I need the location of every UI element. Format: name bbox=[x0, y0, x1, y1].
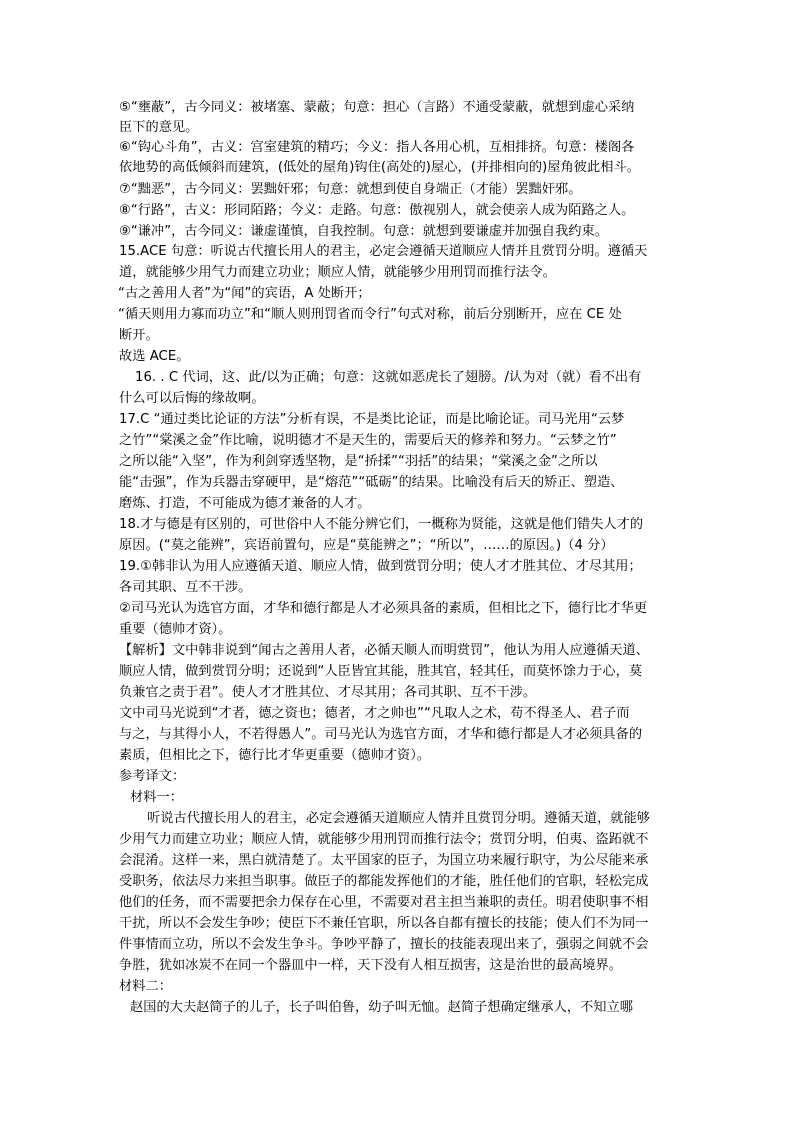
text-line: 磨炼、打造，不可能成为德才兼备的人才。 bbox=[119, 496, 371, 511]
text-line: 听说古代擅长用人的君主，必定会遵循天道顺应人情并且赏罚分明。遵循天道，就能够 bbox=[147, 811, 651, 826]
text-line: 之所以能“入坚”，作为利剑穿透坚物，是“挢揉”“羽括”的结果；“棠溪之金”之所以 bbox=[119, 454, 598, 469]
text-line: ⑤“壅蔽”，古今同义：被堵塞、蒙蔽；句意：担心（言路）不通受蒙蔽，就想到虚心采纳 bbox=[119, 100, 635, 115]
text-line: ⑨“谦冲”，古今同义：谦虚谨慎，自我控制。句意：就想到要谦虚并加强自我约束。 bbox=[119, 224, 608, 239]
text-line: 断开。 bbox=[119, 328, 159, 343]
text-line: 与之，与其得小人，不若得愚人”。司马光认为选官方面，才华和德行都是人才必须具备的 bbox=[119, 727, 643, 742]
text-line: 各司其职、互不干涉。 bbox=[119, 580, 252, 595]
text-line: 争胜，犹如冰炭不在同一个器皿中一样，天下没有人相互损害，这是治世的最高境界。 bbox=[119, 958, 623, 973]
text-line: 能“击强”，作为兵器击穿硬甲，是“熔范”“砥砺”的结果。比喻没有后天的矫正、塑造、 bbox=[119, 475, 624, 490]
text-line: “循天则用力寡而功立”和“顺人则刑罚省而令行”句式对称，前后分别断开，应在 CE 处 bbox=[118, 307, 622, 322]
text-line: 他们的任务，而不需要把余力保存在心里，不需要对君主担当兼职的责任。明君使职事不相 bbox=[119, 895, 649, 910]
text-line: 16. . C 代词，这、此/以为正确；句意：这就如恶虎长了翅膀。/认为对（就）看不出有 bbox=[135, 370, 642, 385]
text-line: 道，就能够少用气力而建立功业；顺应人情，就能够少用刑罚而推行法令。 bbox=[119, 265, 556, 280]
text-line: 负兼官之责于君”。使人才才胜其位、才尽其用；各司其职、互不干涉。 bbox=[119, 685, 537, 700]
text-line: 19.①韩非认为用人应遵循天道、顺应人情，做到赏罚分明；使人才才胜其位、才尽其用； bbox=[119, 559, 642, 574]
text-line: 材料二： bbox=[119, 979, 172, 994]
text-line: 什么可以后悔的缘故啊。 bbox=[119, 391, 265, 406]
text-line: 受职务，依法尽力来担当职事。做臣子的都能发挥他们的才能，胜任他们的官职，轻松完成 bbox=[119, 874, 649, 889]
text-line: 原因。(“莫之能辨”，宾语前置句，应是“莫能辨之”；“所以”，……的原因。)（4 分） bbox=[119, 538, 614, 553]
text-line: 干扰，所以不会发生争吵；使臣下不兼任官职，所以各自都有擅长的技能；使人们不为同一 bbox=[119, 916, 649, 931]
text-line: 素质，但相比之下，德行比才华更重要（德帅才资）。 bbox=[119, 748, 431, 763]
text-line: 会混淆。这样一来，黑白就清楚了。太平国家的臣子，为国立功来履行职守，为公尽能来承 bbox=[119, 853, 649, 868]
text-line: 件事情而立功，所以不会发生争斗。争吵平静了，擅长的技能表现出来了，强弱之间就不会 bbox=[119, 937, 649, 952]
text-line: 文中司马光说到“才者，德之资也；德者，才之帅也”“凡取人之术，苟不得圣人、君子而 bbox=[119, 706, 630, 721]
text-line: 材料一： bbox=[130, 790, 183, 805]
text-line: “古之善用人者”为“闻”的宾语，A 处断开； bbox=[118, 286, 371, 301]
text-line: 顺应人情，做到赏罚分明；还说到“人臣皆宜其能，胜其官，轻其任，而莫怀馀力于心，莫 bbox=[119, 664, 643, 679]
text-line: ⑦“黜恶”，古今同义：罢黜奸邪；句意：就想到使自身端正（才能）罢黜奸邪。 bbox=[119, 182, 582, 197]
text-line: 赵国的大夫赵简子的儿子，长子叫伯鲁，幼子叫无恤。赵简子想确定继承人，不知立哪 bbox=[130, 1000, 634, 1015]
text-line: 18.才与德是有区别的，可世俗中人不能分辨它们，一概称为贤能，这就是他们错失人才的 bbox=[119, 517, 644, 532]
text-line: 臣下的意见。 bbox=[119, 120, 199, 135]
text-line: ⑧“行路”，古义：形同陌路；今义：走路。句意：傲视别人，就会使亲人成为陌路之人。 bbox=[119, 203, 635, 218]
text-line: 重要（德帅才资）。 bbox=[119, 622, 232, 637]
text-line: ②司马光认为选官方面，才华和德行都是人才必须具备的素质，但相比之下，德行比才华更 bbox=[119, 601, 648, 616]
text-line: ⑥“钩心斗角”，古义：宫室建筑的精巧；今义：指人各用心机，互相排挤。句意：楼阁各 bbox=[119, 140, 635, 155]
text-line: 少用气力而建立功业；顺应人情，就能够少用刑罚而推行法令；赏罚分明，伯夷、盗跖就不 bbox=[119, 832, 649, 847]
text-line: 17.C “通过类比论证的方法”分析有误，不是类比论证，而是比喻论证。司马光用“云梦 bbox=[119, 412, 625, 427]
text-line: 故选 ACE。 bbox=[119, 349, 190, 364]
text-line: 15.ACE 句意：听说古代擅长用人的君主，必定会遵循天道顺应人情并且赏罚分明。遵循天 bbox=[119, 244, 648, 259]
text-line: 参考译文： bbox=[119, 769, 186, 784]
text-line: 【解析】文中韩非说到“闻古之善用人者，必循天顺人而明赏罚”，他认为用人应遵循天道、 bbox=[119, 643, 650, 658]
text-line: 依地势的高低倾斜而建筑，(低处的屋角)钩住(高处的)屋心，(并排相向的)屋角彼此相斗。 bbox=[119, 160, 640, 175]
text-line: 之竹”“棠溪之金”作比喻，说明德才不是天生的，需要后天的修养和努力。“云梦之竹” bbox=[119, 433, 617, 448]
